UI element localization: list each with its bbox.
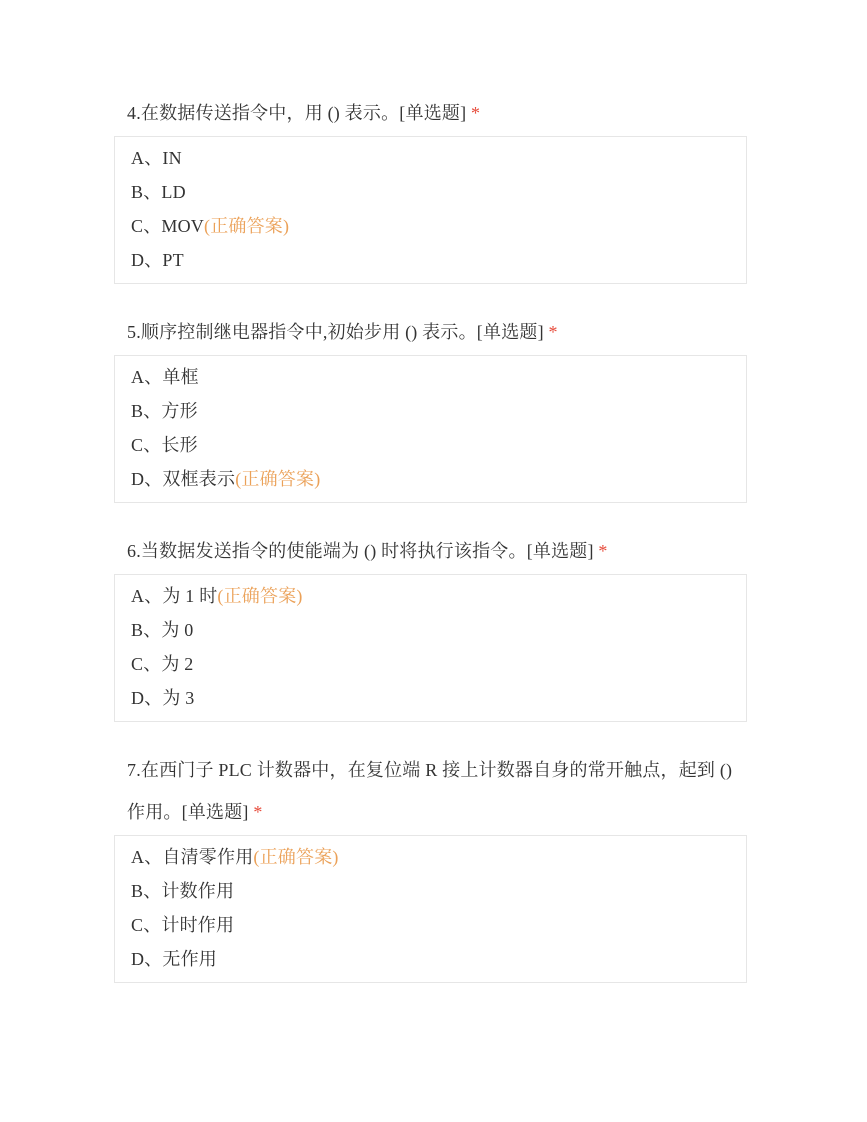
option-text: B、方形 xyxy=(131,401,198,421)
option-text: A、为 1 时 xyxy=(131,586,218,606)
option-row xyxy=(131,428,730,462)
option-row xyxy=(131,462,730,496)
option-row xyxy=(131,360,730,394)
correct-answer-tag: (正确答案) xyxy=(204,216,290,236)
option-text: C、MOV xyxy=(131,216,205,236)
required-asterisk: * xyxy=(548,322,558,342)
option-row xyxy=(131,175,730,209)
option-row xyxy=(131,394,730,428)
correct-answer-tag: (正确答案) xyxy=(235,469,321,489)
option-row xyxy=(131,942,730,976)
question-text: 7.在西门子 PLC 计数器中，在复位端 R 接上计数器自身的常开触点，起到 () 作用。 xyxy=(127,760,733,822)
option-row xyxy=(131,681,730,715)
question-title xyxy=(114,749,747,833)
option-row xyxy=(131,141,730,175)
question-block-5 xyxy=(114,311,747,503)
option-row xyxy=(131,209,730,243)
option-text: B、计数作用 xyxy=(131,881,235,901)
option-row xyxy=(131,840,730,874)
option-text: B、为 0 xyxy=(131,620,194,640)
question-type-label: [单选题] xyxy=(476,322,544,342)
options-box xyxy=(114,355,747,503)
option-text: A、单框 xyxy=(131,367,199,387)
option-text: B、LD xyxy=(131,182,186,202)
required-asterisk: * xyxy=(471,103,481,123)
options-box xyxy=(114,835,747,983)
option-text: A、IN xyxy=(131,148,182,168)
question-type-label: [单选题] xyxy=(526,541,594,561)
question-title xyxy=(114,530,747,572)
option-row xyxy=(131,613,730,647)
correct-answer-tag: (正确答案) xyxy=(217,586,303,606)
question-title xyxy=(114,311,747,353)
required-asterisk: * xyxy=(253,802,263,822)
required-asterisk: * xyxy=(598,541,608,561)
question-type-label: [单选题] xyxy=(181,802,249,822)
question-block-4 xyxy=(114,92,747,284)
question-block-6 xyxy=(114,530,747,722)
option-row xyxy=(131,243,730,277)
question-text: 6.当数据发送指令的使能端为 () 时将执行该指令。 xyxy=(127,541,527,561)
option-text: D、无作用 xyxy=(131,949,217,969)
option-text: C、为 2 xyxy=(131,654,194,674)
correct-answer-tag: (正确答案) xyxy=(253,847,339,867)
question-title xyxy=(114,92,747,134)
option-row xyxy=(131,579,730,613)
option-text: D、为 3 xyxy=(131,688,195,708)
option-text: D、双框表示 xyxy=(131,469,236,489)
option-text: A、自清零作用 xyxy=(131,847,254,867)
question-text: 5.顺序控制继电器指令中,初始步用 () 表示。 xyxy=(127,322,477,342)
question-type-label: [单选题] xyxy=(399,103,467,123)
option-text: D、PT xyxy=(131,250,184,270)
option-text: C、计时作用 xyxy=(131,915,235,935)
options-box xyxy=(114,136,747,284)
option-row xyxy=(131,908,730,942)
question-block-7 xyxy=(114,749,747,983)
options-box xyxy=(114,574,747,722)
option-row xyxy=(131,874,730,908)
option-text: C、长形 xyxy=(131,435,198,455)
option-row xyxy=(131,647,730,681)
question-text: 4.在数据传送指令中，用 () 表示。 xyxy=(127,103,400,123)
